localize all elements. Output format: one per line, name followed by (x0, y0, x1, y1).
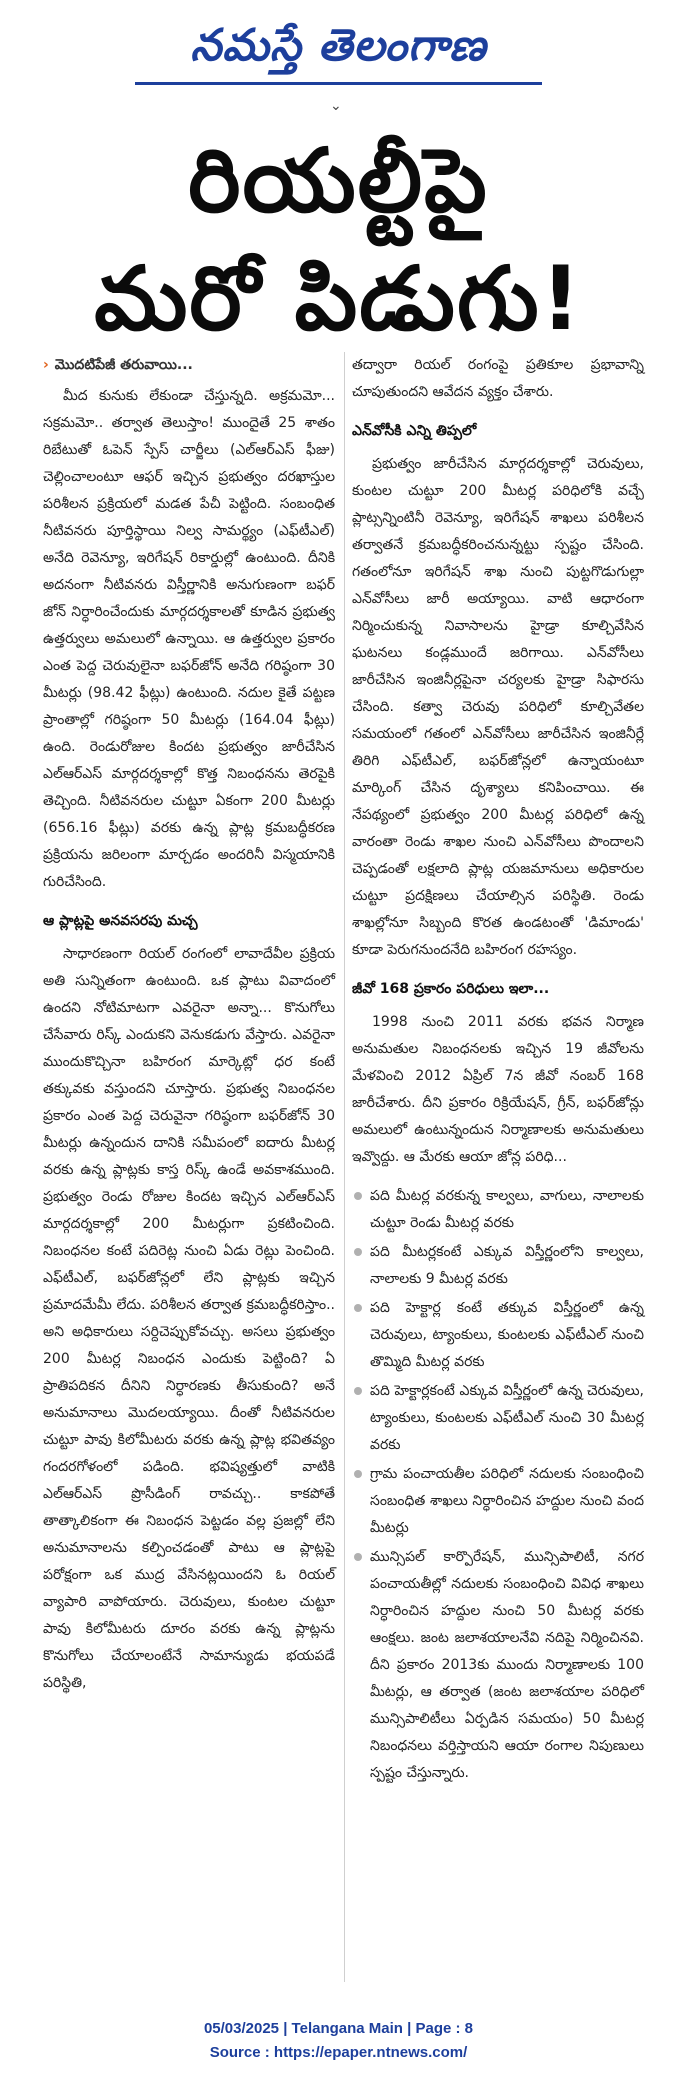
list-item: పది హెక్టార్లకంటే ఎక్కువ విస్తీర్ణంలో ఉన్న చెరువులు, ట్యాంకులు, కుంటలకు ఎఫ్‌టీఎల్ నుంచి 30 మీటర్ల వరకు (352, 1378, 644, 1459)
masthead (0, 8, 677, 94)
article-paragraph: తద్వారా రియల్ రంగంపై ప్రతికూల ప్రభావాన్ని చూపుతుందని ఆవేదన వ్యక్తం చేశారు. (352, 357, 644, 400)
zone-limits-list (352, 1183, 644, 1787)
article-paragraph: సాధారణంగా రియల్ రంగంలో లావాదేవీల ప్రక్రియ అతి సున్నితంగా ఉంటుంది. ఒక ప్లాటు వివాదంలో ఉందని నోటిమాటగా ఎవరైనా అన్నా... కొనుగోలు చేసేవారు రిస్క్ ఎందుకని వెనుకడుగు వేస్తారు. ఎవరైనా ముందుకొచ్చినా బహిరంగ మార్కెట్లో ధర కంటే తక్కువకు వస్తుందని చూస్తారు. ప్రభుత్వ నిబంధనల ప్రకారం ఎంత పెద్ద చెరువైనా గరిష్ఠంగా బఫర్‌జోన్ 30 మీటర్లు ఉన్నందున దానికి సమీపంలో ఐదారు మీటర్ల వరకు ఉన్న ప్లాట్లకు కాస్త రిస్క్ ఉండే అవకాశముంది. ప్రభుత్వం రెండు రోజుల కిందట ఇచ్చిన ఎల్‌ఆర్‌ఎస్ మార్గదర్శకాల్లో 200 మీటర్లుగా ప్రకటించింది. నిబంధనల కంటే పదిరెట్ల నుంచి ఏడు రెట్లు పెంచింది. ఎఫ్‌టీఎల్, బఫర్‌జోన్లలో లేని ప్లాట్లకు ఇచ్చిన ప్రమాదమేమీ లేదు. పరిశీలన తర్వాత క్రమబద్ధీకరిస్తాం.. అని అధికారులు సర్దిచెప్పుకోవచ్చు. అసలు ప్రభుత్వం 200 మీటర్ల నిబంధన ఎందుకు పెట్టింది? ఏ ప్రాతిపదికన దీనిని నిర్ధారణకు తీసుకుంది? అనే అనుమానాలు మొదలయ్యాయి. దీంతో నీటివనరుల చుట్టూ పావు కిలోమీటరు వరకు ఉన్న ప్లాట్ల భవితవ్యం గందరగోళంలో పడింది. భవిష్యత్తులో వాటికి ఎల్‌ఆర్‌ఎస్ ప్రొసీడింగ్ రావచ్చు.. కాకపోతే తాత్కాలికంగా ఈ నిబంధన పెట్టడం వల్ల ప్రజల్లో లేని అనుమానాలను కల్పించడంతో పాటు ఆ ప్లాట్లపై పరోక్షంగా ఒక ముద్ర వేసినట్లయిందని ఓ రియల్ వ్యాపారి వాపోయారు. చెరువులు, కుంటల చుట్టూ పావు కిలోమీటరు దూరం వరకు ఉన్న ప్లాట్లను కొనుగోలు చేయాలంటేనే సామాన్యుడు భయపడే పరిస్థితి, (43, 946, 335, 1691)
masthead-title: నమస్తే తెలంగాణ (190, 20, 487, 71)
continuation-kicker (43, 352, 335, 379)
headline-line-2: మరో పిడుగు! (94, 247, 583, 350)
list-item: పది హెక్టార్ల కంటే తక్కువ విస్తీర్ణంలో ఉన్న చెరువులు, ట్యాంకులు, కుంటలకు ఎఫ్‌టీఎల్ నుంచి తొమ్మిది మీటర్ల వరకు (352, 1295, 644, 1376)
kicker-label: మొదటిపేజీ తరువాయి... (54, 357, 193, 373)
footer-edition-info: 05/03/2025 | Telangana Main | Page : 8 (203, 2020, 474, 2037)
masthead-underline (135, 82, 542, 85)
list-item: పది మీటర్ల వరకున్న కాల్వలు, వాగులు, నాలాలకు చుట్టూ రెండు మీటర్ల వరకు (352, 1183, 644, 1237)
chevron-down-icon: ⌄ (330, 98, 342, 114)
section-subhead: జీవో 168 ప్రకారం పరిధులు ఇలా... (352, 981, 550, 997)
headline-line-1: రియల్టీపై (188, 129, 489, 232)
section-subhead: ఆ ప్లాట్లపై అనవసరపు మచ్చ (43, 913, 198, 929)
section-subhead: ఎన్‌వోసీకి ఎన్ని తిప్పలో (352, 423, 477, 439)
chevron-right-icon: › (43, 357, 49, 373)
left-column (43, 352, 335, 1709)
list-item: మున్సిపల్ కార్పొరేషన్, మున్సిపాలిటీ, నగర పంచాయతీల్లో నదులకు సంబంధించి వివిధ శాఖలు నిర్ధారించిన హద్దుల నుంచి 50 మీటర్ల వరకు ఆంక్షలు. జంట జలాశయాలనేవి నదిపై నిర్మించినవి. దీని ప్రకారం 2013కు ముందు నిర్మాణాలకు 100 మీటర్లు, ఆ తర్వాత (జంట జలాశయాల పరిధిలో మున్సిపాలిటీలు ఏర్పడిన సమయం) 50 మీటర్ల నిబంధనలు వర్తిస్తాయని ఆయా రంగాల నిపుణులు స్పష్టం చేస్తున్నారు. (352, 1544, 644, 1787)
right-column (352, 352, 644, 1789)
footer-source-link[interactable]: Source : https://epaper.ntnews.com/ (209, 2044, 468, 2061)
list-item: గ్రామ పంచాయతీల పరిధిలో నదులకు సంబంధించి సంబంధిత శాఖలు నిర్ధారించిన హద్దుల నుంచి వంద మీటర్లు (352, 1461, 644, 1542)
article-paragraph: ప్రభుత్వం జారీచేసిన మార్గదర్శకాల్లో చెరువులు, కుంటల చుట్టూ 200 మీటర్ల పరిధిలోకి వచ్చే ప్లాట్సన్నింటినీ రెవెన్యూ, ఇరిగేషన్ శాఖలు పరిశీలన తర్వాతనే క్రమబద్ధీకరించనున్నట్టు స్పష్టం చేసింది. గతంలోనూ ఇరిగేషన్ శాఖ నుంచి పుట్టగొడుగుల్లా ఎన్‌వోసీలు జారీ అయ్యాయి. వాటి ఆధారంగా నిర్మించుకున్న నివాసాలను హైడ్రా కూల్చివేసిన ఘటనలు కండ్లముందే జరిగాయి. ఎన్‌వోసీలు జారీచేసిన ఇంజినీర్లపైనా చర్యలకు హైడ్రా సిఫారసు చేసింది. కత్వా చెరువు పరిధిలో కూల్చివేతల సమయంలో గతంలో ఎన్‌వోసీలు జారీచేసిన ఇంజినీర్లే తిరిగి ఎఫ్‌టీఎల్, బఫర్‌జోన్లలో ఉన్నాయంటూ మార్కింగ్ చేసిన దృశ్యాలు కనిపించాయి. ఈ నేపథ్యంలో ప్రభుత్వం 200 మీటర్ల పరిధిలో ఉన్న వారంతా రెండు శాఖల నుంచి ఎన్‌వోసీలు పొందాలని చెప్పడంతో లక్షలాది ప్లాట్ల యజమానులు అధికారుల చుట్టూ ప్రదక్షిణలు చేయాల్సిన పరిస్థితి. రెండు శాఖల్లోనూ సిబ్బంది కొరత ఉండటంతో 'డిమాండు' కూడా పెరుగనుందనేది బహిరంగ రహస్యం. (352, 456, 644, 958)
list-item: పది మీటర్లకంటే ఎక్కువ విస్తీర్ణంలోని కాల్వలు, నాలాలకు 9 మీటర్ల వరకు (352, 1239, 644, 1293)
article-paragraph: మీద కునుకు లేకుండా చేస్తున్నది. అక్రమమో... సక్రమమో.. తర్వాత తెలుస్తాం! ముందైతే 25 శాతం రిబేటుతో ఓపెన్ స్పేస్ చార్జీలు (ఎల్‌ఆర్‌ఎస్ ఫీజు) చెల్లించాలంటూ ఆఫర్ ఇచ్చిన ప్రభుత్వం దరఖాస్తుల పరిశీలన ప్రక్రియలో మడత పేచీ పెట్టింది. సంబంధిత నీటివనరు పూర్తిస్థాయి నిల్వ సామర్థ్యం (ఎఫ్‌టీఎల్) అనేది రెవెన్యూ, ఇరిగేషన్ రికార్డుల్లో ఉంటుంది. దీనికి అదనంగా నీటివనరు విస్తీర్ణానికి అనుగుణంగా బఫర్ జోన్ నిర్ధారించేందుకు మార్గదర్శకాలతో కూడిన ప్రభుత్వ ఉత్తర్వులు అమలులో ఉన్నాయి. ఆ ఉత్తర్వుల ప్రకారం ఎంత పెద్ద చెరువులైనా బఫర్‌జోన్ అనేది గరిష్ఠంగా 30 మీటర్లు (98.42 ఫీట్లు) ఉంటుంది. నదుల కైతే పట్టణ ప్రాంతాల్లో గరిష్ఠంగా 50 మీటర్లు (164.04 ఫీట్లు) ఉంది. రెండురోజుల కిందట ప్రభుత్వం జారీచేసిన ఎల్‌ఆర్‌ఎస్ మార్గదర్శకాల్లో కొత్త నిబంధనను తెరపైకి తెచ్చింది. నీటివనరుల చుట్టూ ఏకంగా 200 మీటర్లు (656.16 ఫీట్లు) వరకు ఉన్న ప్లాట్ల క్రమబద్ధీకరణ ప్రక్రియను జరిలంగా మార్చడం అందరినీ విస్మయానికి గురిచేసింది. (43, 388, 335, 890)
article-paragraph: 1998 నుంచి 2011 వరకు భవన నిర్మాణ అనుమతుల నిబంధనలకు ఇచ్చిన 19 జీవోలను మేళవించి 2012 ఏప్రిల్ 7న జీవో నంబర్ 168 జారీచేశారు. దీని ప్రకారం రిక్రియేషన్, గ్రీన్, బఫర్‌జోన్లు అమలులో ఉంటున్నందున నిర్మాణాలకు అనుమతులు ఇవ్వొద్దు. ఆ మేరకు ఆయా జోన్ల పరిధి... (352, 1014, 644, 1165)
column-divider (344, 352, 345, 1982)
